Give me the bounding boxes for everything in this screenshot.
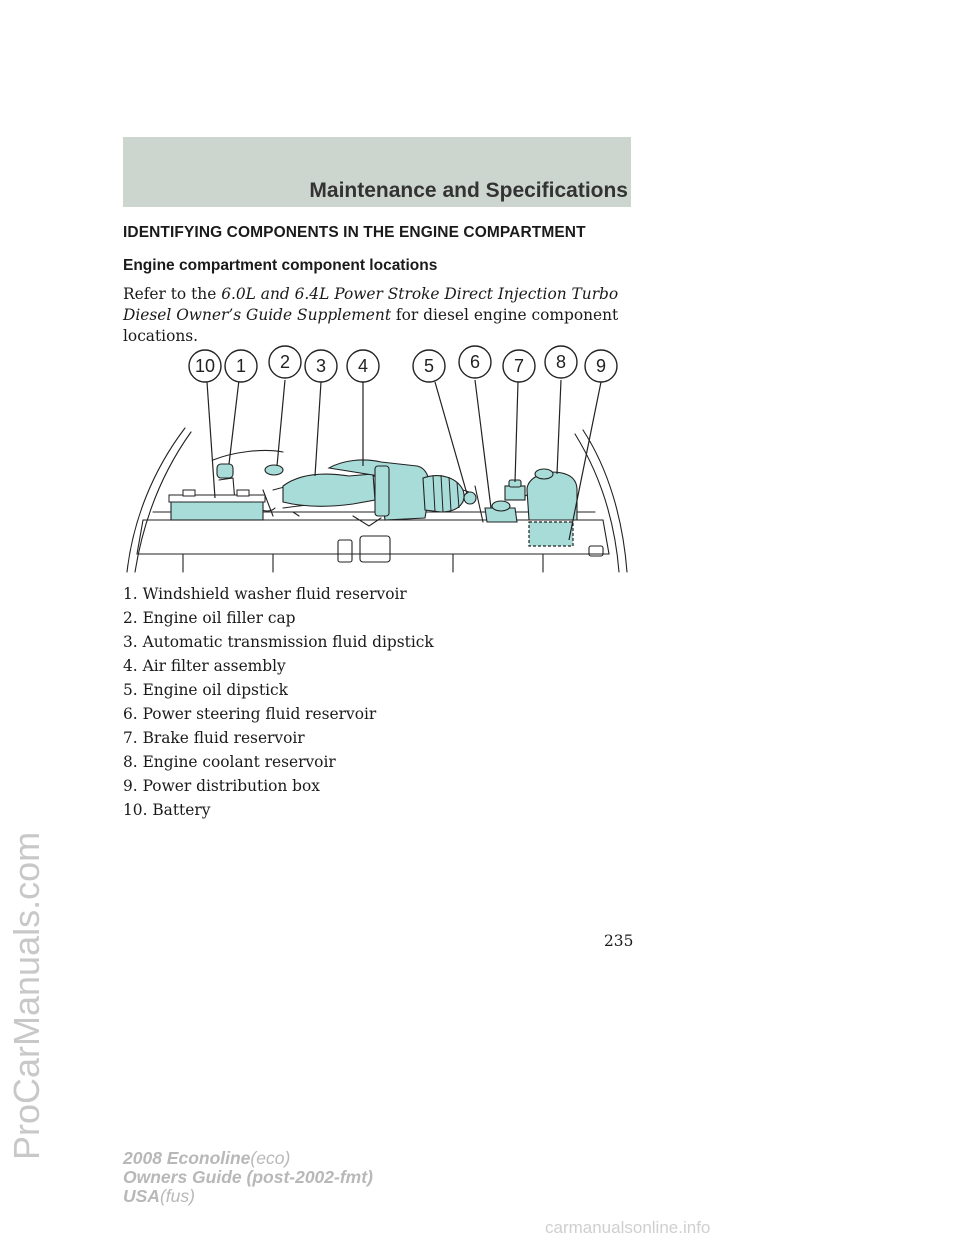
legend-item: 5. Engine oil dipstick [123, 681, 288, 699]
intro-paragraph [123, 284, 643, 347]
callout-1: 1 [235, 356, 247, 376]
legend-item: 6. Power steering fluid reservoir [123, 705, 377, 723]
callout-3: 3 [315, 356, 327, 376]
callout-7: 7 [513, 356, 525, 376]
page-heading: IDENTIFYING COMPONENTS IN THE ENGINE COMPARTMENT [123, 224, 586, 241]
engine-compartment-diagram [123, 340, 631, 576]
legend-item: 9. Power distribution box [123, 777, 320, 795]
page-number: 235 [604, 932, 634, 950]
bottom-watermark: carmanualsonline.info [545, 1218, 711, 1237]
side-watermark-text: ProCarManuals.com [6, 831, 47, 1160]
footer-model-code: (eco) [250, 1148, 291, 1168]
callout-5: 5 [423, 356, 435, 376]
callout-4: 4 [357, 356, 369, 376]
legend-item: 4. Air filter assembly [123, 657, 286, 675]
footer-region-line [123, 1187, 373, 1206]
callout-9: 9 [595, 356, 607, 376]
footer-region: USA [123, 1186, 160, 1206]
callout-2: 2 [279, 352, 291, 372]
document-footer [123, 1149, 373, 1206]
footer-region-code: (fus) [159, 1186, 195, 1206]
legend-item: 8. Engine coolant reservoir [123, 753, 336, 771]
footer-guide: Owners Guide (post-2002-fmt) [123, 1167, 373, 1187]
intro-suffix: for diesel engine component locations. [123, 306, 619, 345]
section-title: Maintenance and Specifications [309, 179, 628, 202]
footer-model-line [123, 1149, 373, 1168]
subheading: Engine compartment component locations [123, 257, 438, 274]
footer-model: 2008 Econoline [123, 1148, 251, 1168]
legend-item: 3. Automatic transmission fluid dipstick [123, 633, 434, 651]
legend-item: 10. Battery [123, 801, 211, 819]
component-legend [123, 582, 434, 822]
legend-item: 2. Engine oil filler cap [123, 609, 296, 627]
legend-item: 1. Windshield washer fluid reservoir [123, 585, 407, 603]
legend-item: 7. Brake fluid reservoir [123, 729, 305, 747]
supplement-reference: 6.0L and 6.4L Power Stroke Direct Injection Turbo Diesel Owner’s Guide Supplement [123, 285, 619, 324]
callout-10: 10 [194, 356, 216, 376]
callout-8: 8 [555, 352, 567, 372]
intro-prefix: Refer to the [123, 285, 222, 303]
callout-6: 6 [469, 352, 481, 372]
